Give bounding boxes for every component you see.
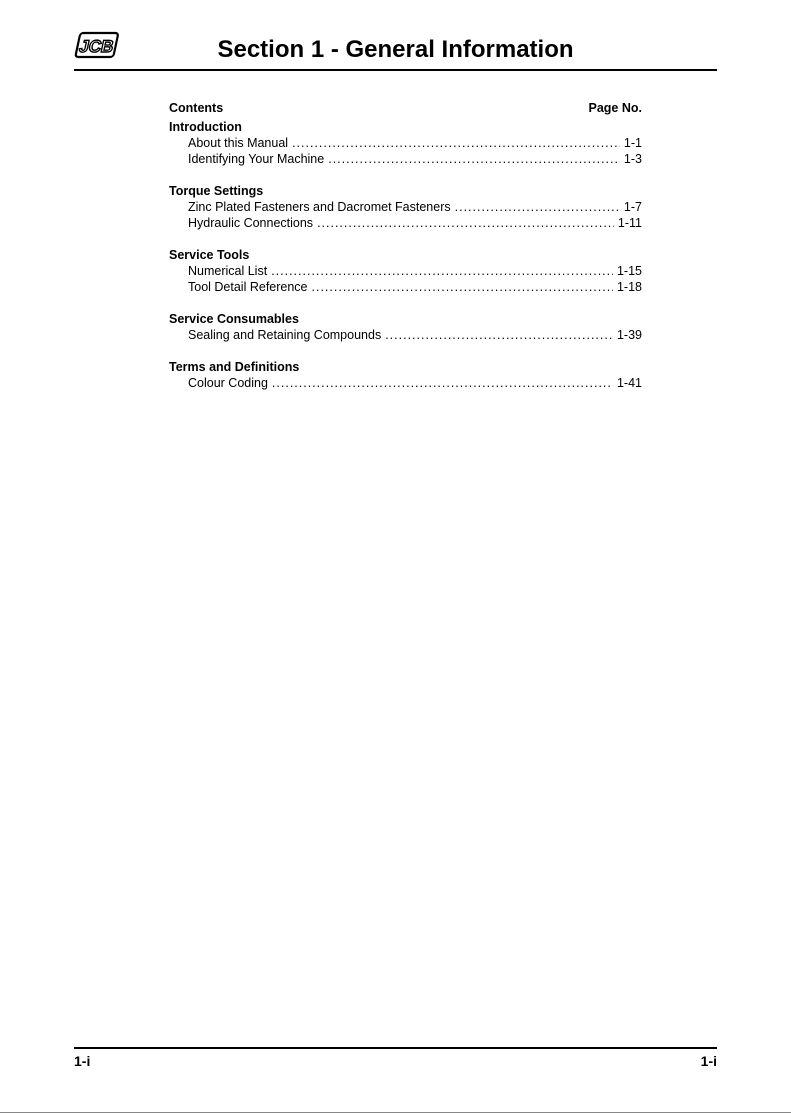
page-bottom-edge — [0, 1112, 791, 1113]
toc-entry-page: 1-18 — [616, 280, 642, 294]
toc-section-service-consumables — [169, 311, 642, 343]
dot-leader — [312, 279, 613, 295]
toc-entry-page: 1-11 — [617, 216, 642, 230]
toc-entry[interactable] — [169, 151, 642, 167]
toc-entry[interactable] — [169, 135, 642, 151]
toc-section-torque-settings — [169, 183, 642, 231]
toc-entry-label: Zinc Plated Fasteners and Dacromet Fasteners — [188, 200, 451, 214]
toc-entry-label: About this Manual — [188, 136, 289, 150]
footer-page-number-right: 1-i — [700, 1053, 717, 1069]
dot-leader — [385, 327, 613, 343]
toc-section-title: Terms and Definitions — [169, 360, 300, 374]
toc-entry-page: 1-7 — [623, 200, 642, 214]
page-no-label: Page No. — [588, 101, 642, 115]
dot-leader — [317, 215, 614, 231]
dot-leader — [272, 375, 613, 391]
dot-leader — [328, 151, 620, 167]
svg-text:JCB: JCB — [77, 36, 116, 56]
toc-entry-label: Sealing and Retaining Compounds — [188, 328, 382, 342]
toc-entry[interactable] — [169, 199, 642, 215]
toc-section-introduction — [169, 119, 642, 167]
toc-section-title: Introduction — [169, 120, 242, 134]
toc-entry-page: 1-41 — [616, 376, 642, 390]
dot-leader — [455, 199, 620, 215]
dot-leader — [271, 263, 613, 279]
toc-entry-page: 1-1 — [623, 136, 642, 150]
contents-label: Contents — [169, 101, 224, 115]
footer-page-number-left: 1-i — [74, 1053, 91, 1069]
header-divider — [74, 69, 717, 71]
toc-entry-label: Tool Detail Reference — [188, 280, 308, 294]
toc-entry-label: Colour Coding — [188, 376, 268, 390]
toc-entry[interactable] — [169, 263, 642, 279]
toc-entry-page: 1-3 — [623, 152, 642, 166]
toc-entry-label: Numerical List — [188, 264, 268, 278]
toc-entry[interactable] — [169, 215, 642, 231]
toc-entry[interactable] — [169, 327, 642, 343]
table-of-contents — [169, 100, 642, 391]
toc-section-terms-and-definitions — [169, 359, 642, 391]
footer-divider — [74, 1047, 717, 1049]
toc-section-title: Torque Settings — [169, 184, 264, 198]
toc-entry-page: 1-39 — [616, 328, 642, 342]
toc-entry[interactable] — [169, 279, 642, 295]
toc-entry[interactable] — [169, 375, 642, 391]
page-title: Section 1 - General Information — [217, 36, 574, 63]
toc-entry-page: 1-15 — [616, 264, 642, 278]
toc-entry-label: Identifying Your Machine — [188, 152, 325, 166]
toc-section-service-tools — [169, 247, 642, 295]
dot-leader — [292, 135, 620, 151]
toc-section-title: Service Consumables — [169, 312, 299, 326]
toc-entry-label: Hydraulic Connections — [188, 216, 314, 230]
toc-header — [169, 100, 642, 116]
toc-section-title: Service Tools — [169, 248, 250, 262]
